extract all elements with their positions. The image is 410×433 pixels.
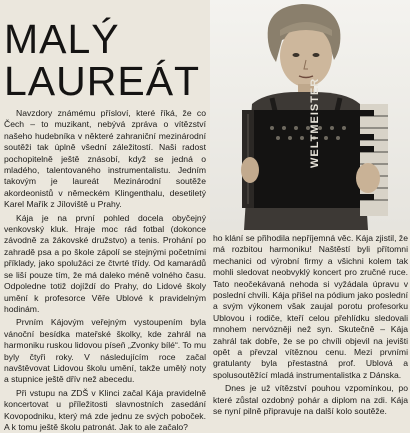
article-paragraph: Při vstupu na ZDŠ v Klinci začal Kája pravidelně koncertovat u příležitosti slavnostních zasedání Kovopodniku, který má zde jednu ze svých poboček. A k tomu ještě školu patronát. Jak to ale začalo? bbox=[4, 387, 206, 432]
boy-with-accordion-photo bbox=[210, 0, 410, 230]
accordion-brand-lettering: WELTMEISTER bbox=[309, 77, 321, 168]
headline-line-1: MALÝ bbox=[4, 16, 120, 62]
article-paragraph: Dnes je už vítězství pouhou vzpomínkou, po které zůstal ozdobný pohár a diplom na zdi. Kája se nyní pilně připravuje na další kolo soutěže. bbox=[213, 383, 408, 417]
article-paragraph: Kája je na první pohled docela obyčejný venkovský kluk. Hraje moc rád fotbal (dokonce závodně za žákovské družstvo) a tenis. Prohání po zahradě psa a po škole zápolí se stejnými početními příklady, jako spolužáci ze čtvrté třídy. Od kamarádů se liší pouze tím, že má daleko méně volného času. Odpoledne totiž dojíždí do Prahy, do Lidové školy umění k profesorce Věře Ublové k pravidelným hodinám. bbox=[4, 212, 206, 314]
article-headline bbox=[4, 18, 200, 102]
article-column-left bbox=[4, 108, 206, 432]
article-paragraph: Navzdory známému přísloví, které říká, že co Čech – to muzikant, nebývá zpráva o vítězství našeho hudebníka v některé zahraniční mezinárodní soutěži tak úplně všední záležitostí. Naši radost pochopitelně ještě znásobí, když se jedná o mladého, talentovaného instrumentalistu. Jedním takovým je laureát Mezinárodní soutěže akordeonistů v německém Klingenthalu, desetiletý Karel Mařík z Jíloviště u Prahy. bbox=[4, 108, 206, 210]
article-photo bbox=[210, 0, 410, 230]
article-paragraph: Prvním Kájovým veřejným vystoupením byla vánoční besídka mateřské školky, kde zahrál na harmoniku ruskou lidovou píseň „Zvonky bílé“. To mu byly čtyři roky. V následujícím roce začal navštěvovat Lidovou školu umění, takže umělý noty a stupnice ještě dřív než abecedu. bbox=[4, 317, 206, 385]
article-column-right bbox=[213, 233, 408, 417]
article-paragraph: ho klání se přihodila nepříjemná věc. Kája zjistil, že má rozbitou harmoniku! Naštěstí byli přítomni mechanici od výrobní firmy a všichni kolem tak mohli sledovat neobvyklý koncert pro zručné ruce. Tato neočekávaná nehoda si vyžádala úpravu v poslední chvíli. Kája přišel na pódium jako poslední a svým výkonem však zaujal porotu profesorku Ublovou i rodiče, kteří celou přehlídku sledovali mnohem nervózněji než syn. Skutečně – Kája zahrál tak dobře, že se po chvíli objevil na jevišti opět a převzal vítěznou cenu. Mezi prvními gratulanty byla přestastná prof. Ublová a spolusoutěžící mladá instrumentalistka z Dánska. bbox=[213, 233, 408, 380]
headline-line-2: LAUREÁT bbox=[4, 58, 201, 104]
